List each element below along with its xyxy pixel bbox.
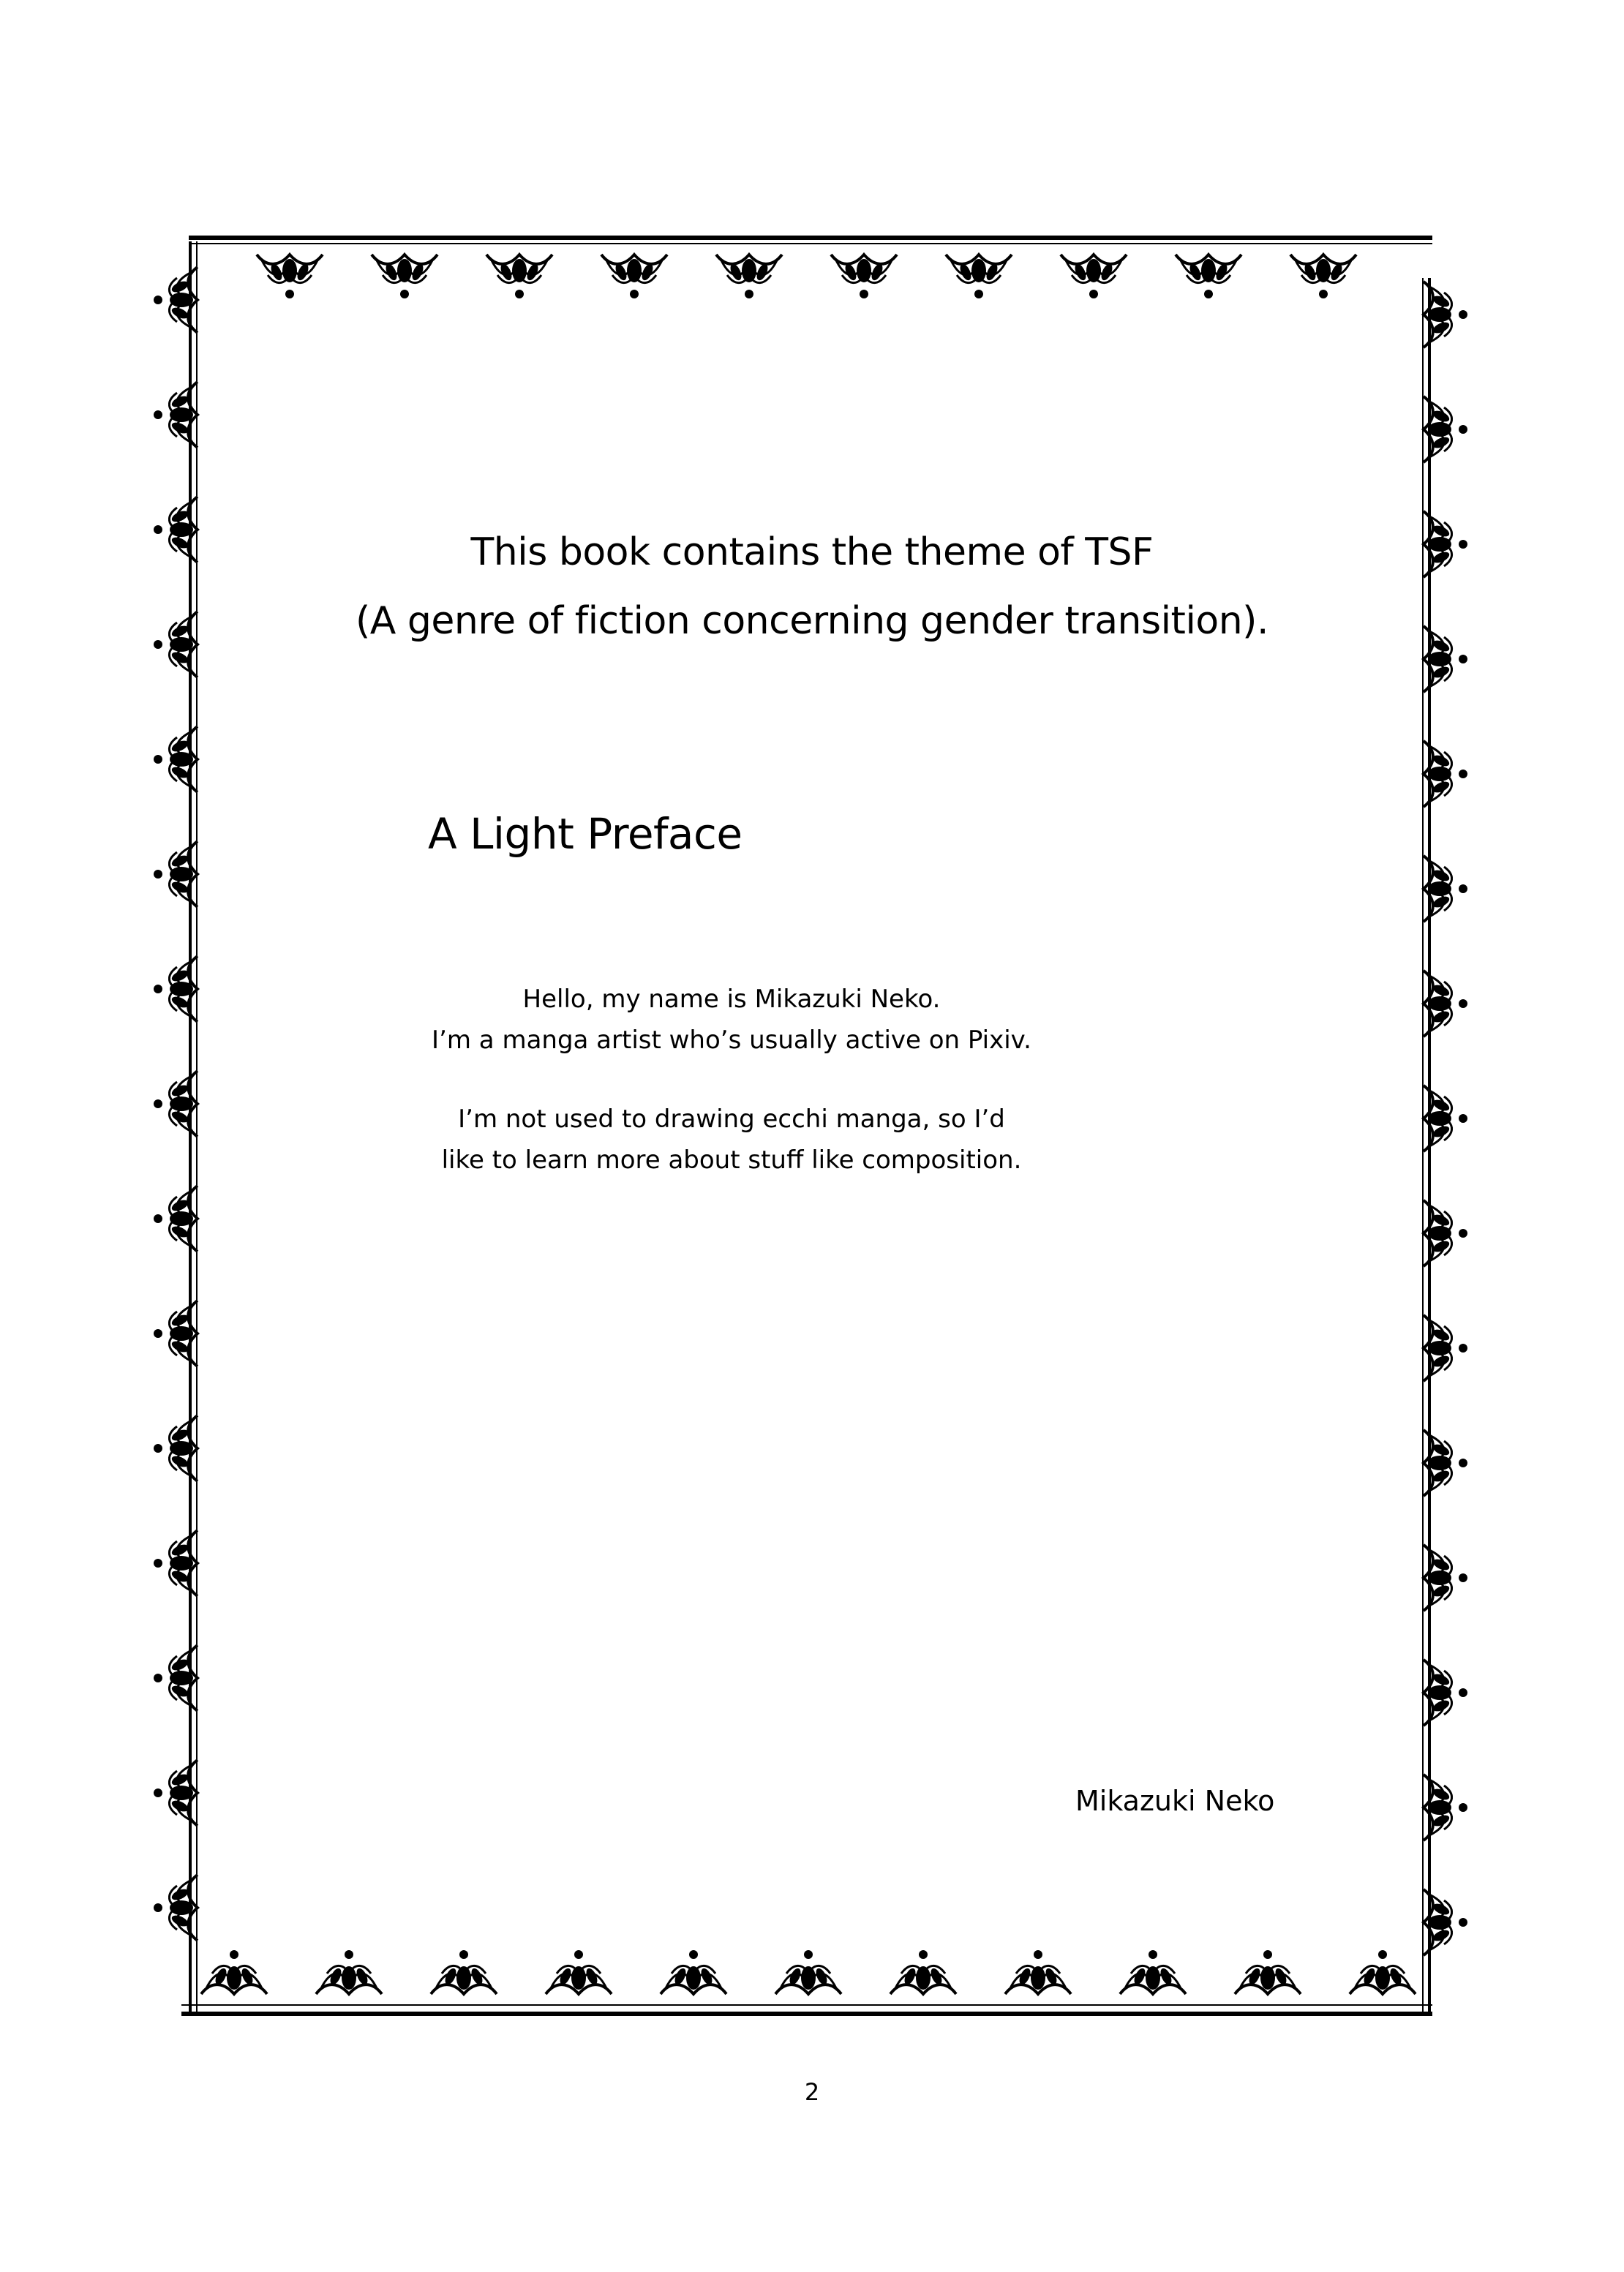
paragraph-line: Hello, my name is Mikazuki Neko. [522, 985, 941, 1014]
content-notice [176, 518, 1448, 655]
notice-line-2: (A genre of fiction concerning gender transition). [356, 599, 1268, 643]
page-number: 2 [804, 2078, 820, 2106]
paragraph-line: I’m a manga artist who’s usually active on Pixiv. [432, 1026, 1031, 1055]
preface-paragraph-intro [366, 979, 1097, 1061]
notice-line-1: This book contains the theme of TSF [470, 530, 1154, 574]
border-top-ornaments [257, 255, 1356, 298]
author-signature: Mikazuki Neko [1075, 1785, 1275, 1817]
preface-title: A Light Preface [428, 809, 743, 859]
preface-paragraph-composition [366, 1099, 1097, 1181]
border-bottom-ornaments [201, 1950, 1416, 1994]
paragraph-line: like to learn more about stuff like composition. [441, 1146, 1022, 1175]
paragraph-line: I’m not used to drawing ecchi manga, so I’d [458, 1105, 1005, 1134]
